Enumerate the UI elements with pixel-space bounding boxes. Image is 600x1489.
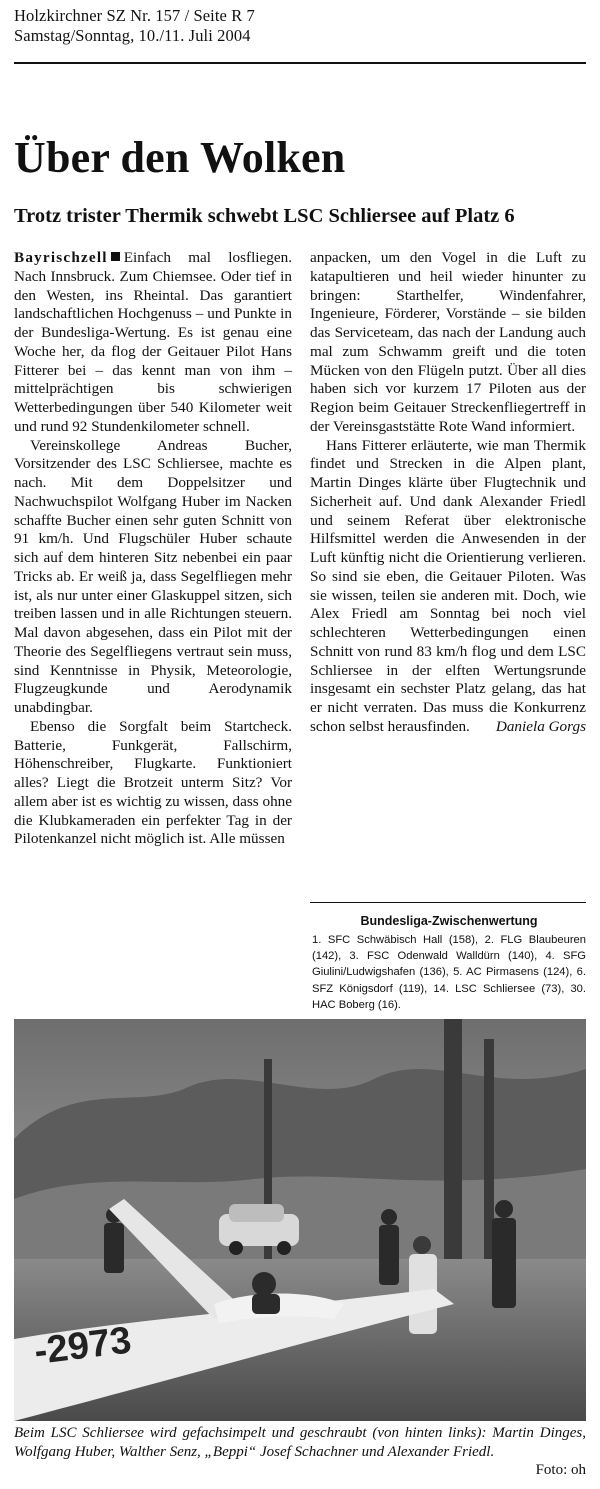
article-paragraph-3-text: Ebenso die Sorgfalt beim Startcheck. Batterie, Funkgerät, Fallschirm, Höhenschreiber, Flugkarte. Funktioniert alles? Liegt die Brotzeit unterm Sitz? Vor allem aber ist es wichtig zu wissen, dass ohne die Klubkameraden ein perfekter Tag in der Pilotenkanzel nicht möglich ist. Alle müssen bbox=[14, 717, 292, 848]
photo-caption: Beim LSC Schliersee wird gefachsimpelt und geschraubt (von hinten links): Martin Dinges, Wolfgang Huber, Walther Senz, „Beppi“ Josef Schachner und Alexander Friedl. bbox=[14, 1425, 586, 1460]
article-paragraph-3-continued bbox=[310, 249, 586, 437]
article-dateline: Bayrischzell bbox=[14, 249, 108, 266]
article-paragraph-4 bbox=[310, 437, 586, 737]
article-paragraph-1 bbox=[14, 249, 292, 437]
article-headline: Über den Wolken bbox=[14, 133, 346, 182]
article-paragraph-3-continued-text: anpacken, um den Vogel in die Luft zu katapultieren und heil wieder hinunter zu bringen: Starthelfer, Windenfahrer, Ingenieure, Förderer, Vorstände – sie bilden das Serviceteam, das nach der Landung auch mal zum Schwamm greift und die toten Mücken von den Flügeln putzt. Über all dies haben sich vor kurzem 17 Piloten aus der Region beim Geitauer Streckenfliegertreff in der Vereinsgaststätte Rote Wand informiert. bbox=[310, 249, 586, 435]
square-bullet-icon bbox=[111, 252, 120, 261]
standings-box bbox=[312, 912, 586, 1013]
glider-registration: -2973 bbox=[31, 1319, 134, 1373]
article-paragraph-1-text: Einfach mal losfliegen. Nach Innsbruck. Zum Chiemsee. Oder tief in den Westen, ins Rheintal. Das garantiert landschaftlichen Hochgenuss – und Punkte in der Bundesliga-Wertung. Es ist genau eine Woche her, da flog der Geitauer Pilot Hans Fitterer bei – das kennt man von ihm – mittelprächtigen bis schwierigen Wetterbedingungen über 540 Kilometer weit und rund 92 Stundenkilometer schnell. bbox=[14, 249, 292, 435]
article-paragraph-4-text: Hans Fitterer erläuterte, wie man Thermik findet und Strecken in die Alpen plant, Martin Dinges klärte über Flugtechnik und Sicherheit auf. Und dank Alexander Friedl und seinem Referat über elektronische Hilfsmittel werden die Anwesenden in der Luft künftig nicht die Orientierung verlieren. So sind sie eben, die Geitauer Piloten. Was sie wissen, teilen sie anderen mit. Doch, wie Alex Friedl am Sonntag bei noch viel schlechteren Wetterbedingungen einen Schnitt von rund 83 km/h flog und dem LSC Schliersee in der elften Wertungsrunde insgesamt ein sechster Platz gelang, das hat er nicht verraten. Das muss die Konkurrenz schon selbst herausfinden. bbox=[310, 436, 586, 735]
masthead-divider bbox=[14, 62, 586, 64]
masthead-date: Samstag/Sonntag, 10./11. Juli 2004 bbox=[14, 26, 251, 45]
photo-credit: Foto: oh bbox=[535, 1462, 586, 1478]
standings-title: Bundesliga-Zwischenwertung bbox=[360, 914, 538, 928]
article-paragraph-2: Vereinskollege Andreas Bucher, Vorsitzender des LSC Schliersee, machte es nach. Mit dem Doppelsitzer und Nachwuchspilot Wolfgang Huber im Nacken schaffte Bucher einen sehr guten Schnitt von 91 km/h. Und Flugschüler Huber schaute sich auf dem hinteren Sitz nebenbei ein paar Tricks ab. Er weiß ja, dass Segelfliegen mehr ist, als nur unter einer Glaskuppel sitzen, sich treiben lassen und in alle Richtungen steuern. Mal davon abgesehen, dass ein Pilot mit der Theorie des Segelfliegens vertraut sein muss, sind Kenntnisse in Physik, Meteorologie, Flugzeugkunde und Aerodynamik unabdingbar. bbox=[14, 436, 292, 716]
masthead-issue: Holzkirchner SZ Nr. 157 / Seite R 7 bbox=[14, 6, 255, 25]
masthead bbox=[14, 6, 586, 46]
standings-divider bbox=[310, 902, 586, 903]
article-column-left bbox=[14, 249, 292, 849]
glider-photo-illustration bbox=[14, 1019, 586, 1421]
article-subheadline: Trotz trister Thermik schwebt LSC Schliersee auf Platz 6 bbox=[14, 205, 515, 227]
article-column-right bbox=[310, 249, 586, 737]
article-author: Daniela Gorgs bbox=[495, 717, 586, 735]
article-photo bbox=[14, 1019, 586, 1421]
standings-text: 1. SFC Schwäbisch Hall (158), 2. FLG Blaubeuren (142), 3. FSC Odenwald Walldürn (140), 4. SFG Giulini/Ludwigshafen (136), 5. AC Pirmasens (124), 6. SFZ Königsdorf (119), 14. LSC Schliersee (73), 30. HAC Boberg (16). bbox=[312, 934, 586, 1011]
article-paragraph-3 bbox=[14, 718, 292, 849]
